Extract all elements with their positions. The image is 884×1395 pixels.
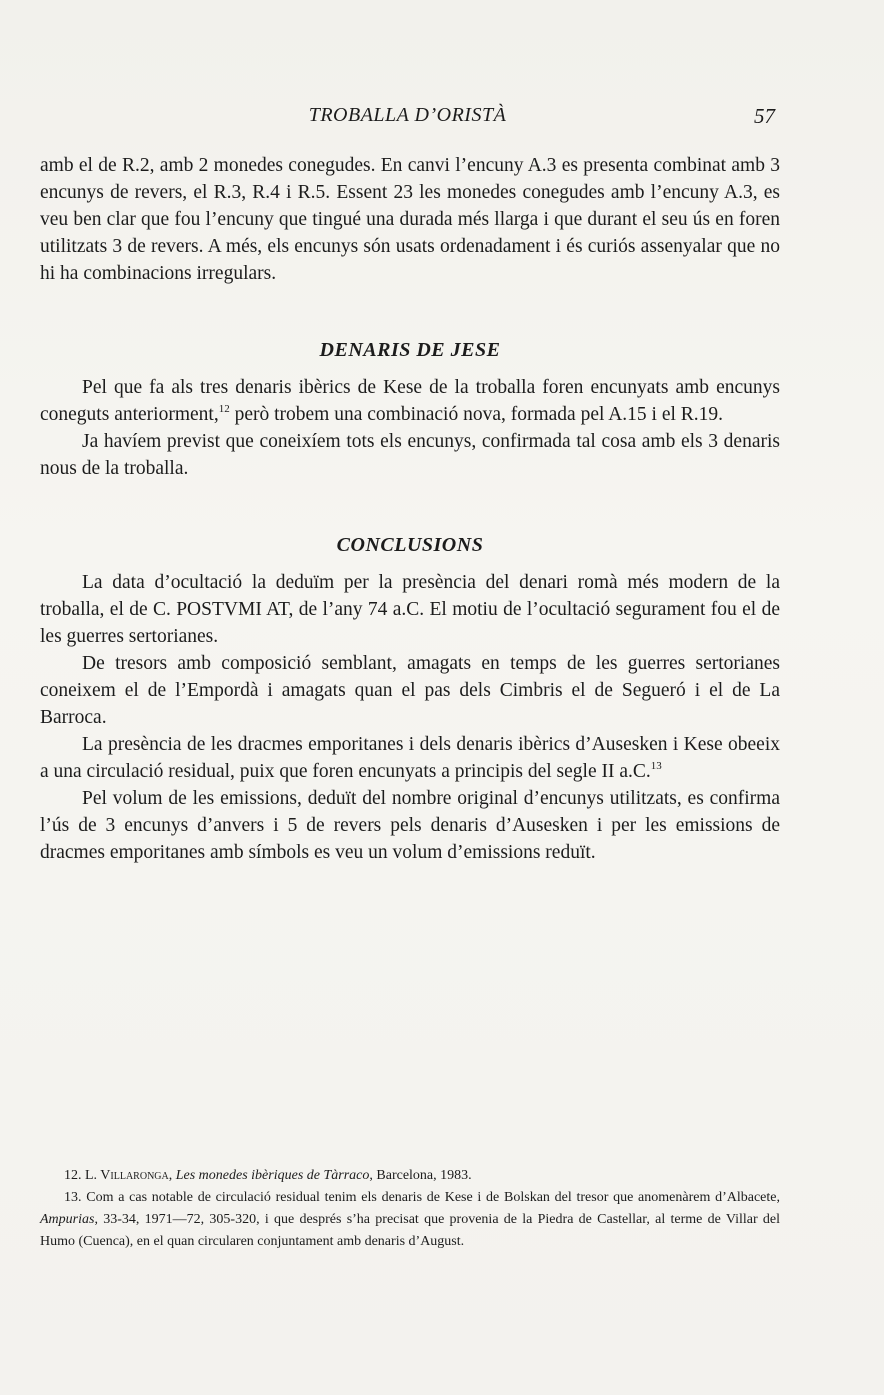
main-text [40,152,780,866]
section-title-conclusions: CONCLUSIONS [336,534,484,556]
footnote-12-title: Les monedes ibèriques de Tàrraco [175,1168,370,1183]
footnote-13 [40,1187,780,1253]
denaris-paragraph-1 [40,374,780,428]
denaris-paragraph-2: Ja havíem previst que coneixíem tots els encunys, confirmada tal cosa amb els 3 denaris nous de la troballa. [40,431,780,479]
conclusions-p3-text: La presència de les dracmes emporitanes i dels denaris ibèrics d’Ausesken i Kese obeeix a una circulació residual, puix que foren encunyats a principis del segle II a.C. [40,734,780,782]
footnote-12-author: L. Villaronga, [85,1168,173,1183]
footnote-13-rest: , 33-34, 1971—72, 305-320, i que després s’ha precisat que provenia de la Piedra de Castellar, al terme de Villar del Humo (Cuenca), en el quan circularen conjuntament amb denaris d’August. [40,1212,780,1249]
footnote-13-number: 13. [64,1190,82,1205]
section-title-denaris: DENARIS DE JESE [319,339,501,361]
running-title: TROBALLA D’ORISTÀ [308,104,507,126]
conclusions-paragraph-1: La data d’ocultació la deduïm per la presència del denari romà més modern de la troballa, el de C. POSTVMI AT, de l’any 74 a.C. El motiu de l’ocultació segurament fou el de les guerres sertorianes. [40,572,780,647]
conclusions-paragraph-3 [40,731,780,785]
footnote-13-title: Ampurias [40,1212,95,1227]
intro-paragraph: amb el de R.2, amb 2 monedes conegudes. En canvi l’encuny A.3 es presenta combinat amb 3 encunys de revers, el R.3, R.4 i R.5. Essent 23 les monedes conegudes amb l’encuny A.3, es veu ben clar que fou l’encuny que tingué una durada més llarga i que durant el seu ús en foren utilitzats 3 de revers. A més, els encunys són usats ordenadament i és curiós assenyalar que no hi ha combinacions irregulars. [40,155,780,284]
page-number: 57 [754,104,775,128]
page-header [40,104,775,138]
footnote-12-rest: , Barcelona, 1983. [369,1168,472,1183]
denaris-p1-text: Pel que fa als tres denaris ibèrics de Kese de la troballa foren encunyats amb encunys coneguts anteriorment, [40,377,780,425]
footnote-ref-12[interactable]: 12 [218,403,230,415]
footnote-12-number: 12. [64,1168,82,1183]
footnote-12 [40,1165,780,1187]
conclusions-paragraph-4: Pel volum de les emissions, deduït del nombre original d’encunys utilitzats, es confirma l’ús de 3 encunys d’anvers i 5 de revers pels denaris d’Ausesken i per les emissions de dracmes emporitanes amb símbols es veu un volum d’emissions reduït. [40,788,780,863]
footnote-ref-13[interactable]: 13 [650,760,662,772]
denaris-p1-text-cont: però trobem una combinació nova, formada pel A.15 i el R.19. [229,404,724,425]
footnotes [40,1165,780,1253]
footnote-13-text: Com a cas notable de circulació residual tenim els denaris de Kese i de Bolskan del tresor que anomenàrem d’Albacete, [86,1190,781,1205]
conclusions-paragraph-2: De tresors amb composició semblant, amagats en temps de les guerres sertorianes coneixem el de l’Empordà i amagats quan el pas dels Cimbris el de Segueró i el de La Barroca. [40,653,780,728]
